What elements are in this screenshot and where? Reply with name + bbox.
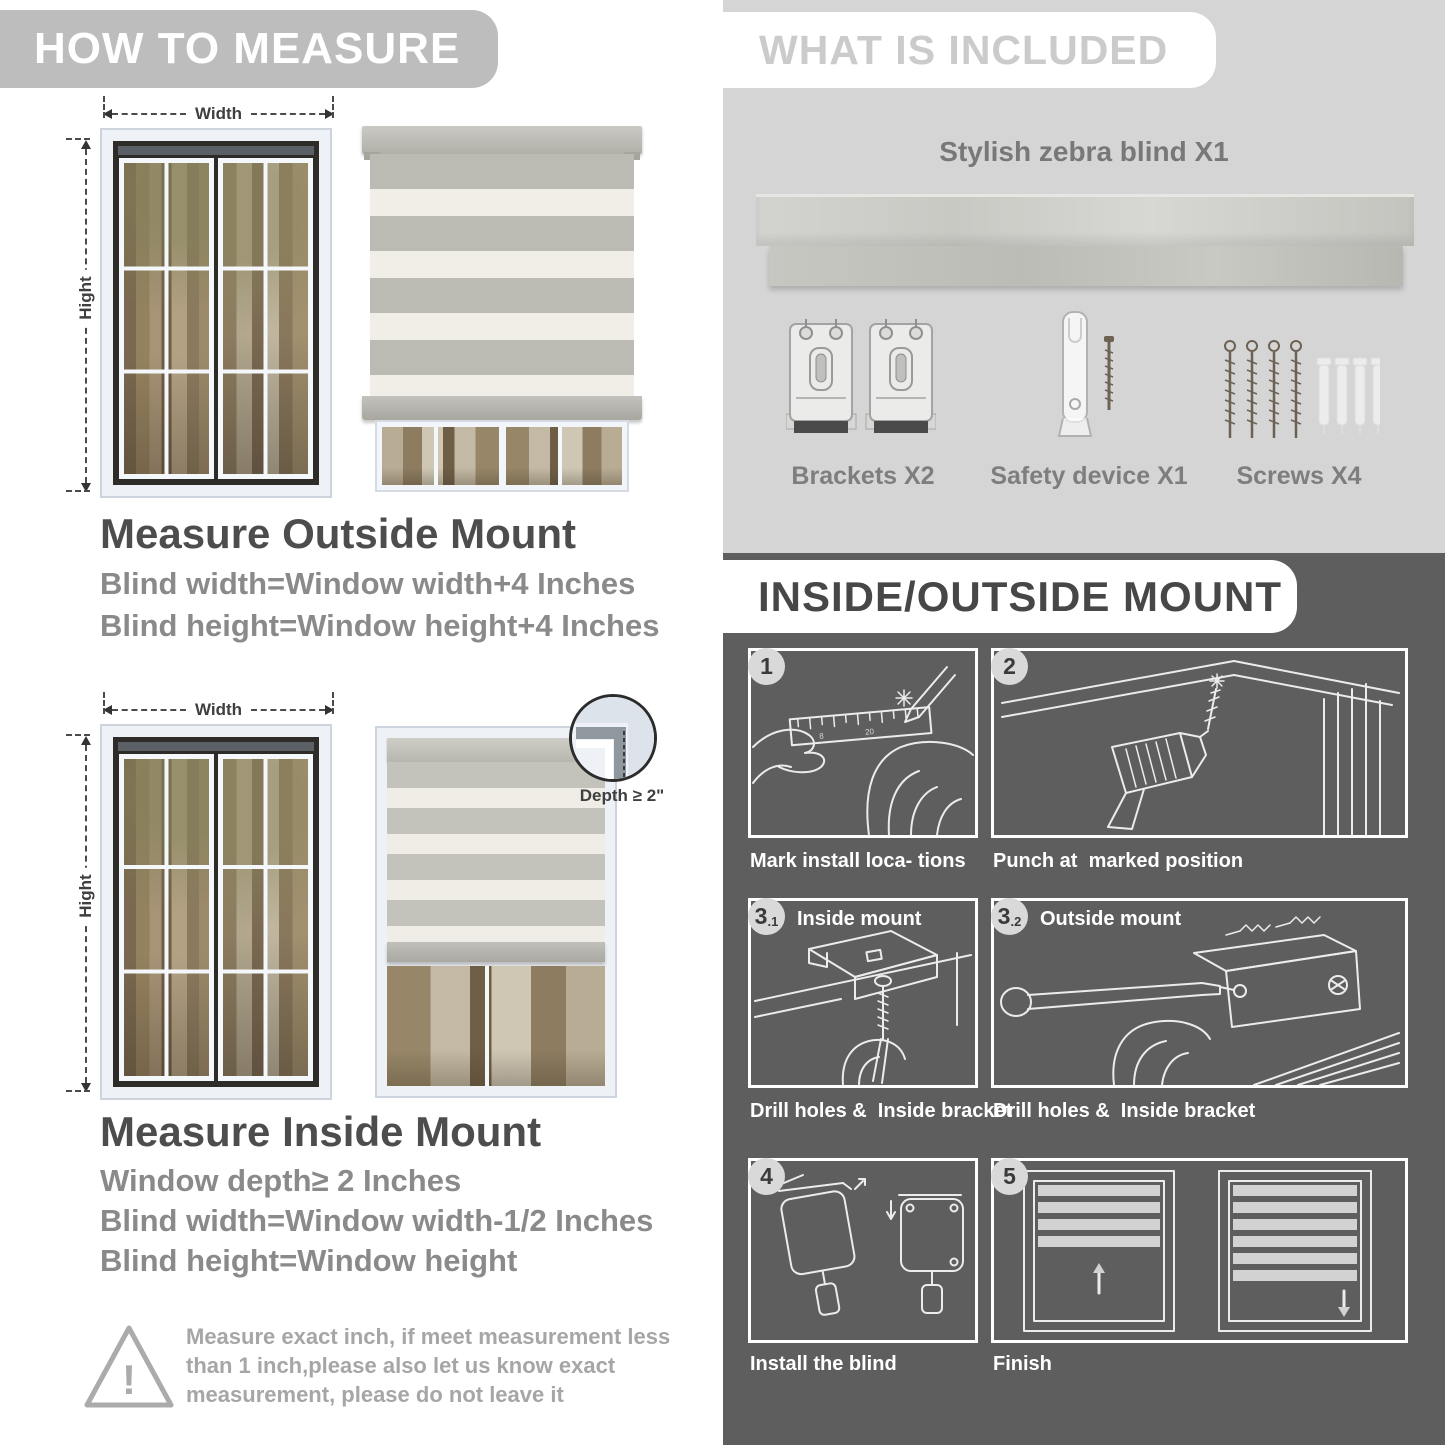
step-3-1-panel (748, 898, 978, 1088)
safety-device-icon (1049, 310, 1129, 455)
width-label: Width (194, 700, 243, 719)
svg-text:8: 8 (818, 731, 825, 741)
step-4-caption: Install the blind (750, 1353, 897, 1375)
window-below-blind (387, 966, 605, 1086)
inside-rule-width: Blind width=Window width-1/2 Inches (100, 1203, 654, 1238)
svg-text:20: 20 (864, 727, 875, 737)
arrow-up-icon (81, 140, 91, 149)
warning-triangle-icon (82, 1320, 176, 1414)
blind-stripes (370, 154, 634, 396)
mount-instructions-section (723, 553, 1445, 1445)
zebra-blind-outside-illustration (362, 126, 642, 492)
step-4-panel (748, 1158, 978, 1343)
blind-fabric-roll-image (769, 246, 1403, 286)
outside-rule-width: Blind width=Window width+4 Inches (100, 566, 636, 601)
height-arrow-outside (76, 140, 96, 492)
blind-bottom-rail (362, 396, 642, 420)
inside-rule-depth: Window depth≥ 2 Inches (100, 1163, 462, 1198)
step-2-panel (991, 648, 1408, 838)
how-to-measure-header (0, 10, 498, 88)
blind-bottom-rail (387, 942, 605, 962)
depth-label: Depth ≥ 2" (579, 786, 665, 805)
svg-text:!: ! (122, 1356, 136, 1403)
step-3-1-badge: 3 .1 (748, 898, 785, 935)
step-1-badge: 1 (748, 648, 785, 685)
brackets-label: Brackets X2 (791, 462, 935, 490)
mount-title: INSIDE/OUTSIDE MOUNT (758, 572, 1283, 620)
step-5-caption: Finish (993, 1353, 1052, 1375)
step-3-2-badge: 3 .2 (991, 898, 1028, 935)
step-5-badge: 5 (991, 1158, 1028, 1195)
warning-line: Measure exact inch, if meet measurement less (186, 1324, 671, 1349)
height-arrow-inside (76, 736, 96, 1092)
step-2-caption: Punch at marked position (993, 850, 1244, 872)
step-1-caption: Mark install loca- tions (750, 850, 966, 872)
step-3-1-label: Inside mount (797, 908, 922, 930)
window-illustration-outside (100, 128, 332, 498)
measure-warning-note (186, 1322, 670, 1409)
step-1-illustration (751, 651, 975, 835)
step-4-illustration (751, 1161, 975, 1340)
step-5-illustration (994, 1161, 1405, 1340)
blind-cassette-image (756, 194, 1414, 246)
step-3-2-caption: Drill holes & Inside bracket (993, 1100, 1256, 1122)
brackets-icon (786, 318, 936, 454)
what-is-included-section (723, 0, 1445, 553)
step-1-panel (748, 648, 978, 838)
step-2-badge: 2 (991, 648, 1028, 685)
width-arrow-outside (103, 104, 334, 124)
step-4-badge: 4 (748, 1158, 785, 1195)
outside-rule-height: Blind height=Window height+4 Inches (100, 608, 660, 643)
outside-mount-title: Measure Outside Mount (100, 510, 577, 557)
inside-mount-title: Measure Inside Mount (100, 1108, 542, 1155)
step-3-2-label: Outside mount (1040, 908, 1182, 930)
width-label: Width (194, 104, 243, 123)
frame-corner-detail (572, 697, 654, 779)
height-label: Hight (76, 867, 96, 924)
step-3-2-panel (991, 898, 1408, 1088)
warning-line: than 1 inch,please also let us know exact (186, 1353, 616, 1378)
arrow-up-icon (81, 736, 91, 745)
step-5-panel (991, 1158, 1408, 1343)
width-arrow-inside (103, 700, 334, 720)
depth-magnifier-icon (569, 694, 657, 782)
step-2-illustration (994, 651, 1405, 835)
inside-rule-height: Blind height=Window height (100, 1243, 518, 1278)
warning-line: measurement, please do not leave it (186, 1382, 564, 1407)
how-to-measure-title: HOW TO MEASURE (34, 24, 461, 73)
what-is-included-header (723, 12, 1216, 88)
height-label: Hight (76, 270, 96, 327)
mount-header (723, 560, 1297, 633)
blind-cassette (362, 126, 642, 154)
screws-label: Screws X4 (1236, 462, 1362, 490)
window-below-blind (375, 420, 629, 492)
screws-icon (1220, 338, 1380, 456)
step-3-1-caption: Drill holes & Inside bracket (750, 1100, 1013, 1122)
window-illustration-inside (100, 724, 332, 1100)
zebra-blind-inside-illustration (375, 726, 617, 1098)
what-is-included-title: WHAT IS INCLUDED (759, 26, 1169, 73)
safety-device-label: Safety device X1 (990, 462, 1188, 490)
zebra-blind-item-label: Stylish zebra blind X1 (939, 136, 1229, 167)
